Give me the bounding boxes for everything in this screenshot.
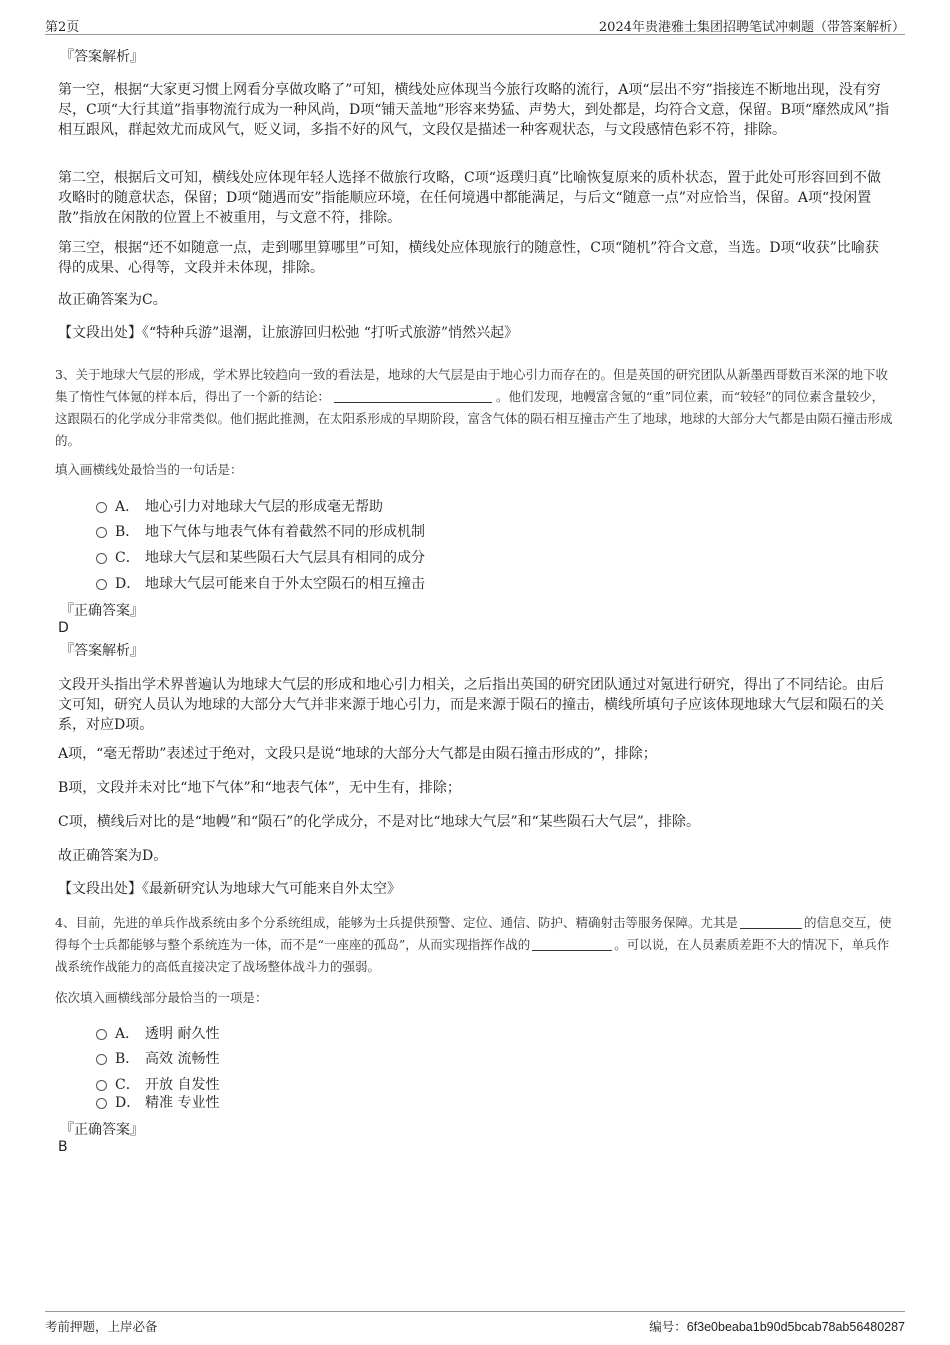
analysis-option-a: A项，“毫无帮助”表述过于绝对，文段只是说“地球的大部分大气都是由陨石撞击形成的”，排除； — [58, 746, 657, 762]
question-3-stem: 3、关于地球大气层的形成，学术界比较趋向一致的看法是，地球的大气层是由于地心引力而存在的。但是英国的研究团队从新墨西哥数百米深的地下收集了惰性气体氪的样本后，得出了一个新的结论： 。他们发现，地幔富含氪的“重”同位素，而“较轻”的同位素含量较少，这跟陨石的化学成分非常类似。他们据此推测，在太阳系形成的早期阶段，富含气体的陨石相互撞击产生了地球，地球的大部分大气都是由陨石撞击形成的。 — [55, 367, 893, 448]
correct-answer-label: 『正确答案』 — [60, 1122, 144, 1138]
option-c[interactable]: C． 开放 自发性 — [96, 1074, 219, 1095]
serial-number: 编号：6f3e0beaba1b90d5bcab78ab56480287 — [649, 1319, 905, 1334]
analysis-paragraph-2: 第二空，根据后文可知，横线处应体现年轻人选择不做旅行攻略，C项“返璞归真”比喻恢复原来的质朴状态，置于此处可形容回到不做攻略时的随意状态，保留；D项“随遇而安”指能顺应环境，在任何境遇中都能满足，与后文“随意一点”对应恰当，保留。A项“投闲置散”指放在闲散的位置上不被重用，与文意不符，排除。 — [58, 170, 882, 226]
source-note: 【文段出处】《最新研究认为地球大气可能来自外太空》 — [58, 881, 401, 897]
analysis-paragraph-3: 第三空，根据“还不如随意一点，走到哪里算哪里”可知，横线处应体现旅行的随意性，C项“随机”符合文意，当选。D项“收获”比喻获得的成果、心得等，文段并未体现，排除。 — [58, 240, 879, 276]
page-header — [45, 14, 905, 35]
radio-icon[interactable] — [96, 553, 107, 564]
page-number: 第2页 — [45, 20, 80, 35]
analysis-conclusion: 故正确答案为D。 — [58, 848, 168, 864]
analysis-option-c: C项，横线后对比的是“地幔”和“陨石”的化学成分，不是对比“地球大气层”和“某些陨石大气层”，排除。 — [58, 814, 700, 830]
option-b[interactable]: B． 高效 流畅性 — [96, 1048, 219, 1069]
correct-answer-label: 『正确答案』 — [60, 603, 144, 619]
option-c[interactable]: C． 地球大气层和某些陨石大气层具有相同的成分 — [96, 547, 425, 568]
analysis-option-b: B项，文段并未对比“地下气体”和“地表气体”，无中生有，排除； — [58, 780, 461, 796]
analysis-conclusion: 故正确答案为C。 — [58, 292, 167, 308]
footer-slogan: 考前押题，上岸必备 — [45, 1319, 158, 1334]
option-a[interactable]: A． 透明 耐久性 — [96, 1023, 219, 1044]
radio-icon[interactable] — [96, 527, 107, 538]
option-d[interactable]: D． 精准 专业性 — [96, 1092, 219, 1113]
option-d[interactable]: D． 地球大气层可能来自于外太空陨石的相互撞击 — [96, 573, 425, 594]
correct-answer: D — [58, 620, 69, 636]
analysis-paragraph-1: 第一空，根据“大家更习惯上网看分享做攻略了”可知，横线处应体现当今旅行攻略的流行，A项“层出不穷”指接连不断地出现，没有穷尽，C项“大行其道”指事物流行成为一种风尚，D项“铺天盖地”形容来势猛、声势大，到处都是，均符合文意，保留。B项“靡然成风”指相互跟风，群起效尤而成风气，贬义词，多指不好的风气，文段仅是描述一种客观状态，与文段感情色彩不符，排除。 — [58, 82, 890, 138]
analysis-label: 『答案解析』 — [60, 643, 144, 659]
radio-icon[interactable] — [96, 1098, 107, 1109]
radio-icon[interactable] — [96, 579, 107, 590]
radio-icon[interactable] — [96, 502, 107, 513]
analysis-label: 『答案解析』 — [60, 49, 144, 65]
answer-blank — [740, 914, 802, 929]
answer-blank — [334, 388, 492, 403]
radio-icon[interactable] — [96, 1029, 107, 1040]
answer-blank — [532, 936, 612, 951]
option-a[interactable]: A． 地心引力对地球大气层的形成毫无帮助 — [96, 496, 383, 517]
radio-icon[interactable] — [96, 1054, 107, 1065]
source-note: 【文段出处】《“特种兵游”退潮，让旅游回归松弛 “打听式旅游”悄然兴起》 — [58, 325, 519, 341]
option-b[interactable]: B． 地下气体与地表气体有着截然不同的形成机制 — [96, 521, 425, 542]
radio-icon[interactable] — [96, 1080, 107, 1091]
question-4-instruction: 依次填入画横线部分最恰当的一项是： — [55, 990, 268, 1005]
correct-answer: B — [58, 1139, 68, 1155]
question-4-stem: 4、目前，先进的单兵作战系统由多个分系统组成，能够为士兵提供预警、定位、通信、防护、精确射击等服务保障。尤其是 的信息交互，使得每个士兵都能够与整个系统连为一体，而不是“一座座的孤岛”，从而实现指挥作战的 。可以说，在人员素质差距不大的情况下，单兵作战系统作战能力的高低直接决定了战场整体战斗力的强弱。 — [55, 915, 892, 974]
question-3-instruction: 填入画横线处最恰当的一句话是： — [55, 462, 243, 477]
document-title: 2024年贵港雅士集团招聘笔试冲刺题（带答案解析） — [598, 20, 905, 35]
page-footer — [45, 1311, 905, 1336]
analysis-paragraph-1: 文段开头指出学术界普遍认为地球大气层的形成和地心引力相关，之后指出英国的研究团队通过对氪进行研究，得出了不同结论。由后文可知，研究人员认为地球的大部分大气并非来源于地心引力，而是来源于陨石的撞击，横线所填句子应该体现地球大气层和陨石的关系，对应D项。 — [58, 677, 884, 733]
